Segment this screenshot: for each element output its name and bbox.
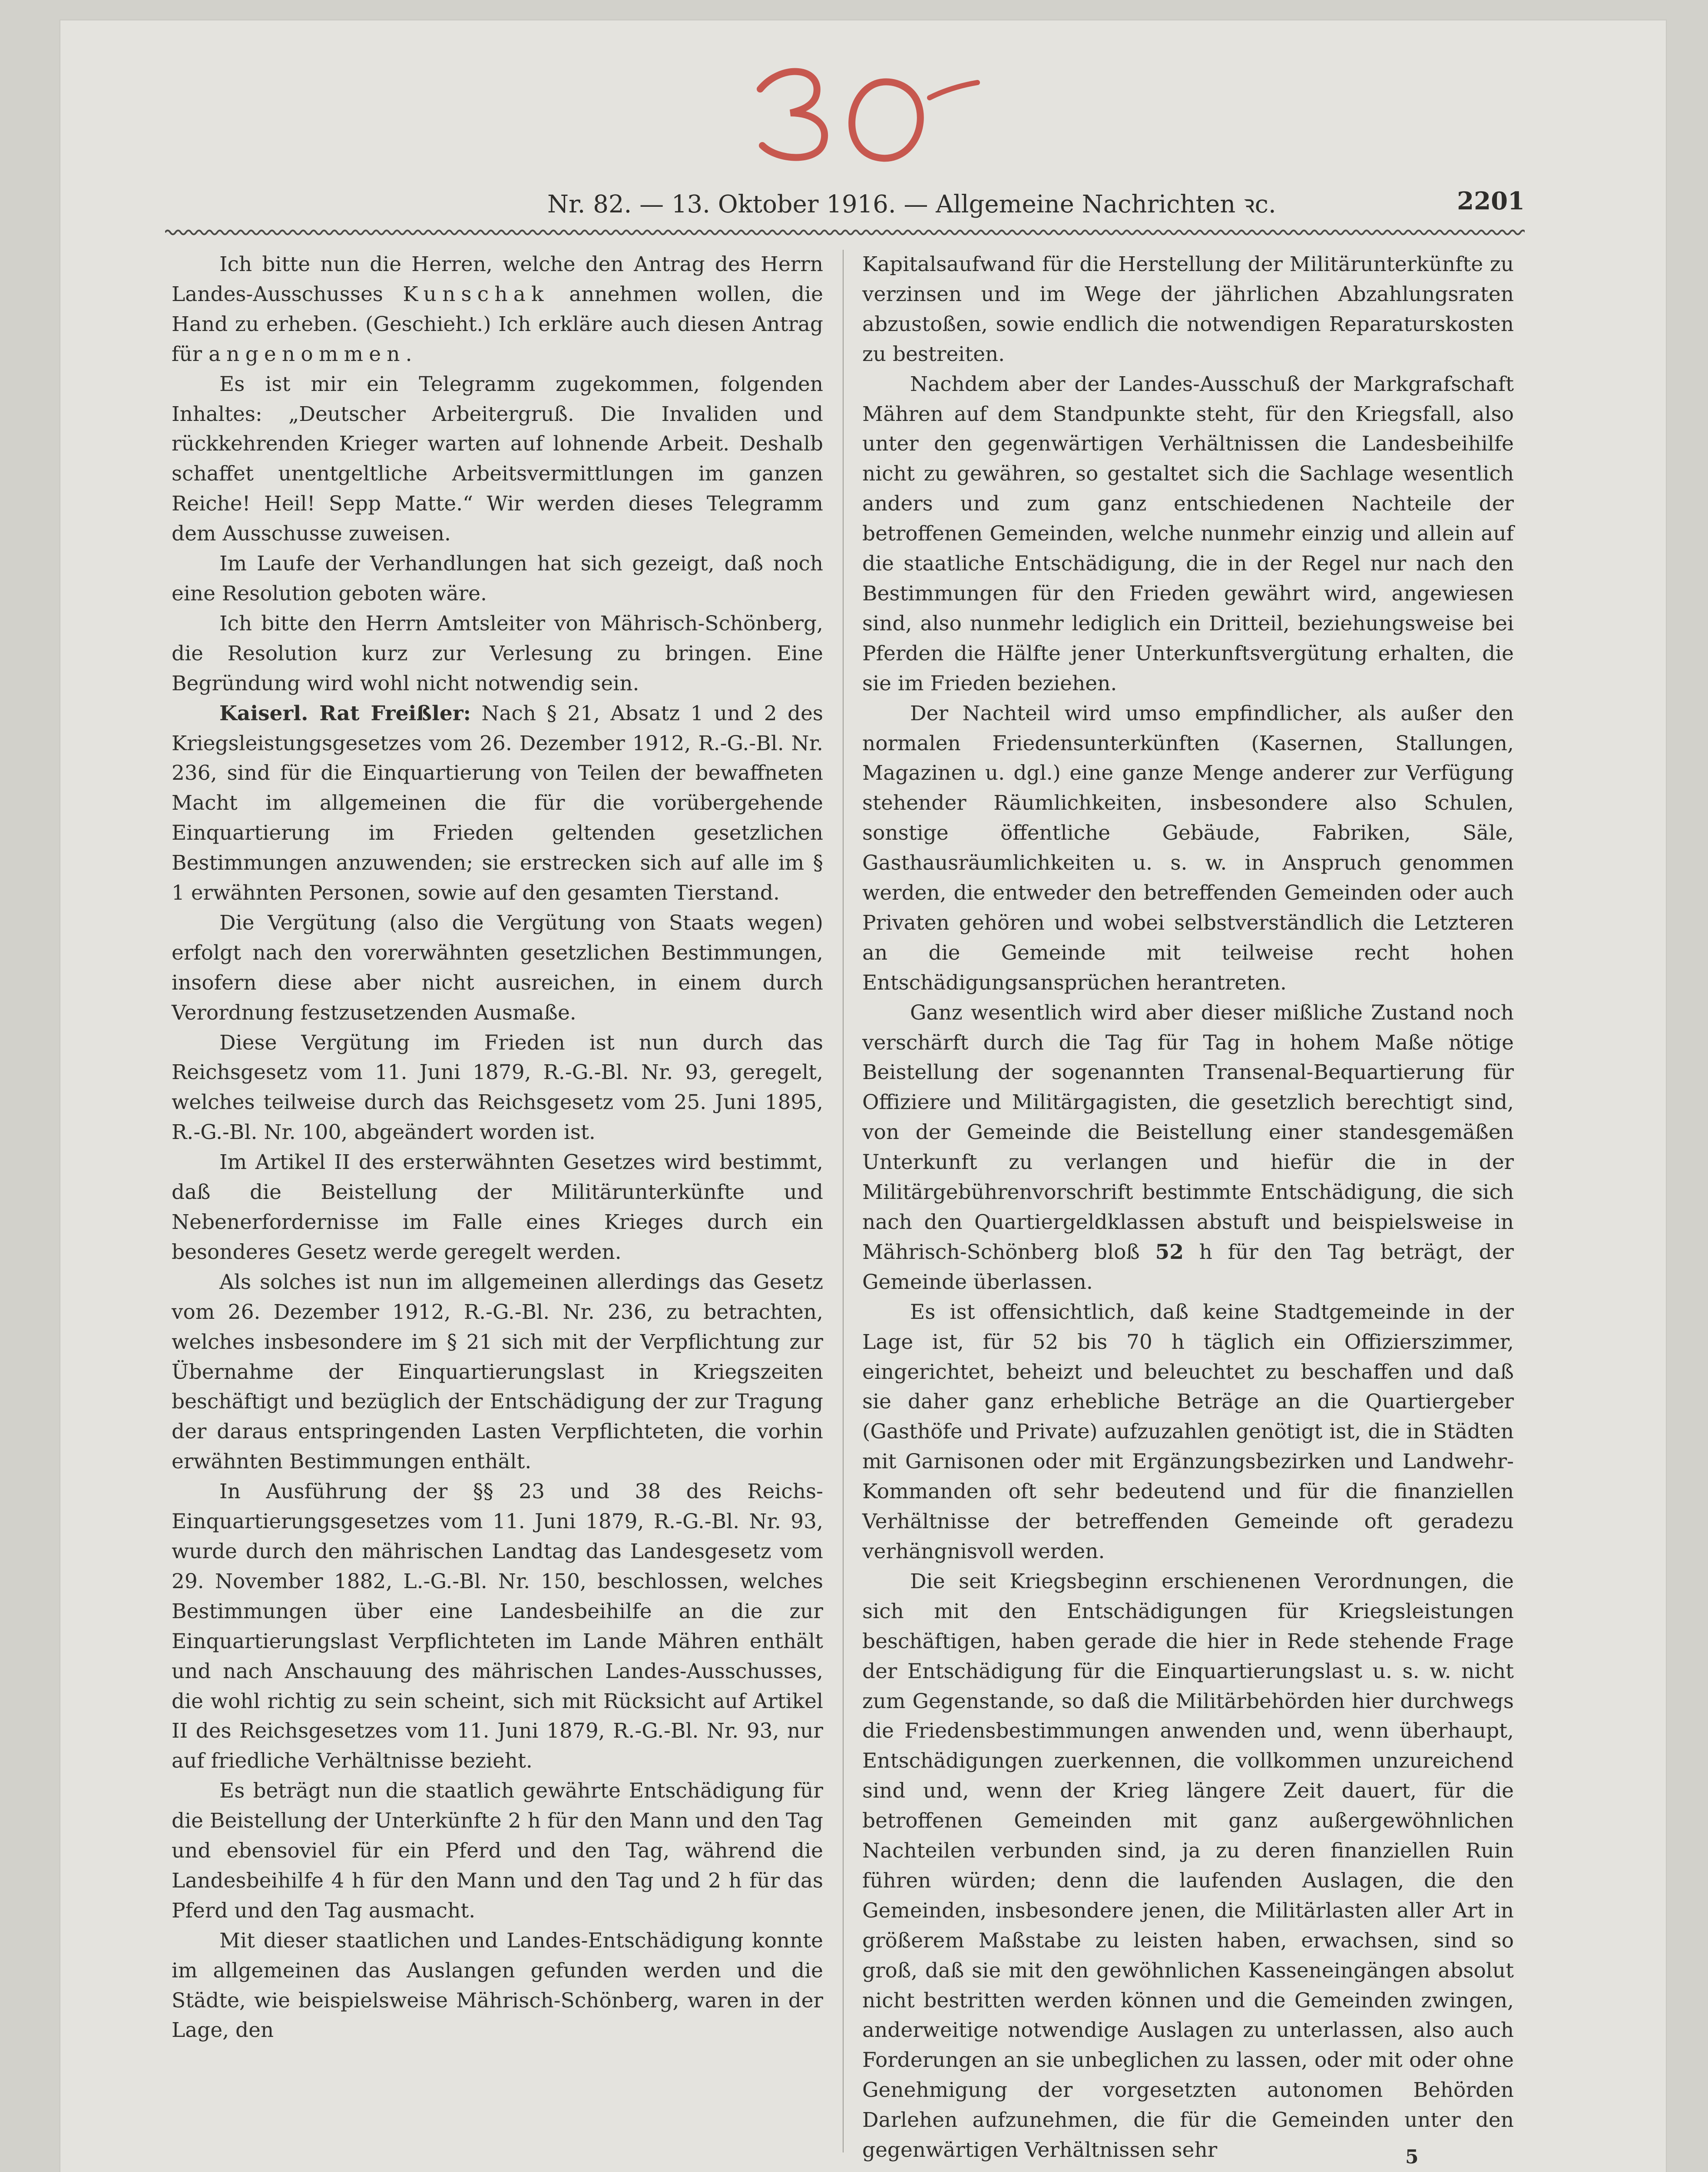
paragraph: Es ist mir ein Telegramm zugekommen, folgenden Inhaltes: „Deutscher Arbeitergruß. Die Invaliden und rückkehrenden Krieger warten auf lohnende Arbeit. Deshalb schaffet unentgeltliche Arbeitsvermittlungen im ganzen Reiche! Heil! Sepp Matte.“ Wir werden dieses Telegramm dem Ausschusse zuweisen. [172,372,823,546]
speaker-name: Kaiserl. Rat Freißler: [219,701,471,725]
paragraph [172,699,823,908]
paragraph [862,998,1514,1298]
paragraph: Die Vergütung (also die Vergütung von Staats wegen) erfolgt nach den vorerwähnten gesetzlichen Bestimmungen, insofern diese aber nicht ausreichen, in einem durch Verordnung festzusetzenden Ausmaße. [172,911,823,1025]
paragraph: Die seit Kriegsbeginn erschienenen Verordnungen, die sich mit den Entschädigungen für Kriegsleistungen beschäftigen, haben gerade die hier in Rede stehende Frage der Entschädigung für die Einquartierungslast u. s. w. nicht zum Gegenstande, so daß die Militärbehörden hier durchwegs die Friedensbestimmungen anwenden und, wenn überhaupt, Entschädigungen zuerkennen, die vollkommen unzureichend sind und, wenn der Krieg längere Zeit dauert, für die betroffenen Gemeinden mit ganz außergewöhnlichen Nachteilen verbunden sind, ja zu deren finanziellen Ruin führen würden; denn die laufenden Auslagen, die den Gemeinden, insbesondere jenen, die Militärlasten aller Art in größerem Maßstabe zu leisten haben, erwachsen, sind so groß, daß sie mit den gewöhnlichen Kasseneingängen absolut nicht bestritten werden können und die Gemeinden zwingen, anderweitige notwendige Auslagen zu unterlassen, also auch Forderungen an sie unbeglichen zu lassen, oder mit oder ohne Genehmigung der vorgesetzten autonomen Behörden Darlehen aufzunehmen, die für die Gemeinden unter den gegenwärtigen Verhältnissen sehr [862,1569,1514,2162]
paragraph: Im Artikel II des ersterwähnten Gesetzes wird bestimmt, daß die Beistellung der Militärunterkünfte und Nebenerfordernisse im Falle eines Krieges durch ein besonderes Gesetz werde geregelt werden. [172,1150,823,1264]
spaced-name: Kunschak [403,282,549,306]
page-number: 2201 [1457,187,1525,215]
right-column [862,250,1514,2165]
paragraph: Ich bitte den Herrn Amtsleiter von Mährisch-Schönberg, die Resolution kurz zur Verlesung zu bringen. Eine Begründung wird wohl nicht notwendig sein. [172,611,823,695]
bold-number: 52 [1155,1240,1184,1264]
paragraph: Der Nachteil wird umso empfindlicher, als außer den normalen Friedensunterkünften (Kasernen, Stallungen, Magazinen u. dgl.) eine ganze Menge anderer zur Verfügung stehender Räumlichkeiten, insbesondere also Schulen, sonstige öffentliche Gebäude, Fabriken, Säle, Gasthausräumlichkeiten u. s. w. in Anspruch genommen werden, die entweder den betreffenden Gemeinden oder auch Privaten gehören und wobei selbstverständlich die Letzteren an die Gemeinde mit teilweise recht hohen Entschädigungsansprüchen herantreten. [862,701,1514,995]
running-header [165,187,1525,226]
paragraph: Im Laufe der Verhandlungen hat sich gezeigt, daß noch eine Resolution geboten wäre. [172,552,823,606]
paragraph-continued: Kapitalsaufwand für die Herstellung der Militärunterkünfte zu verzinsen und im Wege der jährlichen Abzahlungsraten abzustoßen, sowie endlich die notwendigen Reparaturskosten zu bestreiten. [862,252,1514,366]
header-wavy-rule [165,226,1525,239]
folio-mark-30 [743,59,986,167]
text-run: Nach § 21, Absatz 1 und 2 des Kriegsleistungsgesetzes vom 26. Dezember 1912, R.-G.-Bl. Nr. 236, sind für die Einquartierung von Teilen der bewaffneten Macht im allgemeinen die für die vorübergehende Einquartierung im Frieden geltenden gesetzlichen Bestimmungen anzuwenden; sie erstrecken sich auf alle im § 1 erwähnten Personen, sowie auf den gesamten Tierstand. [172,701,823,905]
paragraph: Nachdem aber der Landes-Ausschuß der Markgrafschaft Mähren auf dem Standpunkte steht, für den Kriegsfall, also unter den gegenwärtigen Verhältnissen die Landesbeihilfe nicht zu gewähren, so gestaltet sich die Sachlage wesentlich anders und zum ganz entschiedenen Nachteile der betroffenen Gemeinden, welche nunmehr einzig und allein auf die staatliche Entschädigung, die in der Regel nur nach den Bestimmungen für den Frieden gewährt wird, angewiesen sind, also nunmehr lediglich ein Dritteil, beziehungsweise bei Pferden die Hälfte jener Unterkunftsvergütung erhalten, die sie im Frieden beziehen. [862,372,1514,695]
paragraph: Diese Vergütung im Frieden ist nun durch das Reichsgesetz vom 11. Juni 1879, R.-G.-Bl. Nr. 93, geregelt, welches teilweise durch das Reichsgesetz vom 25. Juni 1895, R.-G.-Bl. Nr. 100, abgeändert worden ist. [172,1030,823,1145]
column-divider [843,250,844,2152]
text-run: Ganz wesentlich wird aber dieser mißliche Zustand noch verschärft durch die Tag für Tag in hohem Maße nötige Beistellung der sogenannten Transenal-Bequartierung für Offiziere und Militärgagisten, die gesetzlich berechtigt sind, von der Gemeinde die Beistellung einer standesgemäßen Unterkunft zu verlangen und hiefür die in der Militärgebührenvorschrift bestimmte Entschädigung, die sich nach den Quartiergeldklassen abstuft und beispielsweise in Mährisch-Schönberg bloß [862,1000,1514,1264]
paragraph: In Ausführung der §§ 23 und 38 des Reichs-Einquartierungsgesetzes vom 11. Juni 1879, R.-G.-Bl. Nr. 93, wurde durch den mährischen Landtag das Landesgesetz vom 29. November 1882, L.-G.-Bl. Nr. 150, beschlossen, welches Bestimmungen über eine Landesbeihilfe an die zur Einquartierungslast Verpflichteten im Lande Mähren enthält und nach Anschauung des mährischen Landes-Ausschusses, die wohl richtig zu sein scheint, sich mit Rücksicht auf Artikel II des Reichsgesetzes vom 11. Juni 1879, R.-G.-Bl. Nr. 93, nur auf friedliche Verhältnisse bezieht. [172,1480,823,1773]
text-run: h für den Tag beträgt, der Gemeinde überlassen. [862,1240,1514,1294]
text-run: annehmen wollen, die Hand zu erheben. (Geschieht.) Ich erkläre auch diesen Antrag für [172,282,823,366]
paragraph: Es beträgt nun die staatlich gewährte Entschädigung für die Beistellung der Unterkünfte 2 h für den Mann und den Tag und ebensoviel für ein Pferd und den Tag, während die Landesbeihilfe 4 h für den Mann und den Tag und 2 h für das Pferd und den Tag ausmacht. [172,1779,823,1923]
text-run: Ich bitte nun die Herren, welche den Antrag des Herrn Landes-Ausschusses [172,252,823,306]
text-run: . [405,342,412,366]
paragraph: Als solches ist nun im allgemeinen allerdings das Gesetz vom 26. Dezember 1912, R.-G.-Bl. Nr. 236, zu betrachten, welches insbesondere im § 21 sich mit der Verpflichtung zur Übernahme der Einquartierungslast in Kriegszeiten beschäftigt und bezüglich der Entschädigung der zur Tragung der daraus entspringenden Lasten Verpflichteten, die vorhin erwähnten Bestimmungen enthält. [172,1270,823,1474]
left-column [172,250,823,2046]
spaced-word: angenommen [209,342,406,366]
paragraph: Es ist offensichtlich, daß keine Stadtgemeinde in der Lage ist, für 52 bis 70 h täglich ein Offizierszimmer, eingerichtet, beheizt und beleuchtet zu beschaffen und daß sie daher ganz erhebliche Beträge an die Quartiergeber (Gasthöfe und Private) aufzuzahlen genötigt ist, die in Städten mit Garnisonen oder mit Ergänzungsbezirken und Landwehr-Kommanden oft sehr bedeutend und für die finanziellen Verhältnisse der betreffenden Gemeinde oft geradezu verhängnisvoll werden. [862,1300,1514,1563]
running-head-text: Nr. 82. — 13. Oktober 1916. — Allgemeine Nachrichten ꝛc. [547,190,1276,219]
paragraph [172,250,823,370]
signature-mark: 5 [1405,2146,1419,2168]
paragraph: Mit dieser staatlichen und Landes-Entschädigung konnte im allgemeinen das Auslangen gefunden werden und die Städte, wie beispielsweise Mährisch-Schönberg, waren in der Lage, den [172,1928,823,2043]
